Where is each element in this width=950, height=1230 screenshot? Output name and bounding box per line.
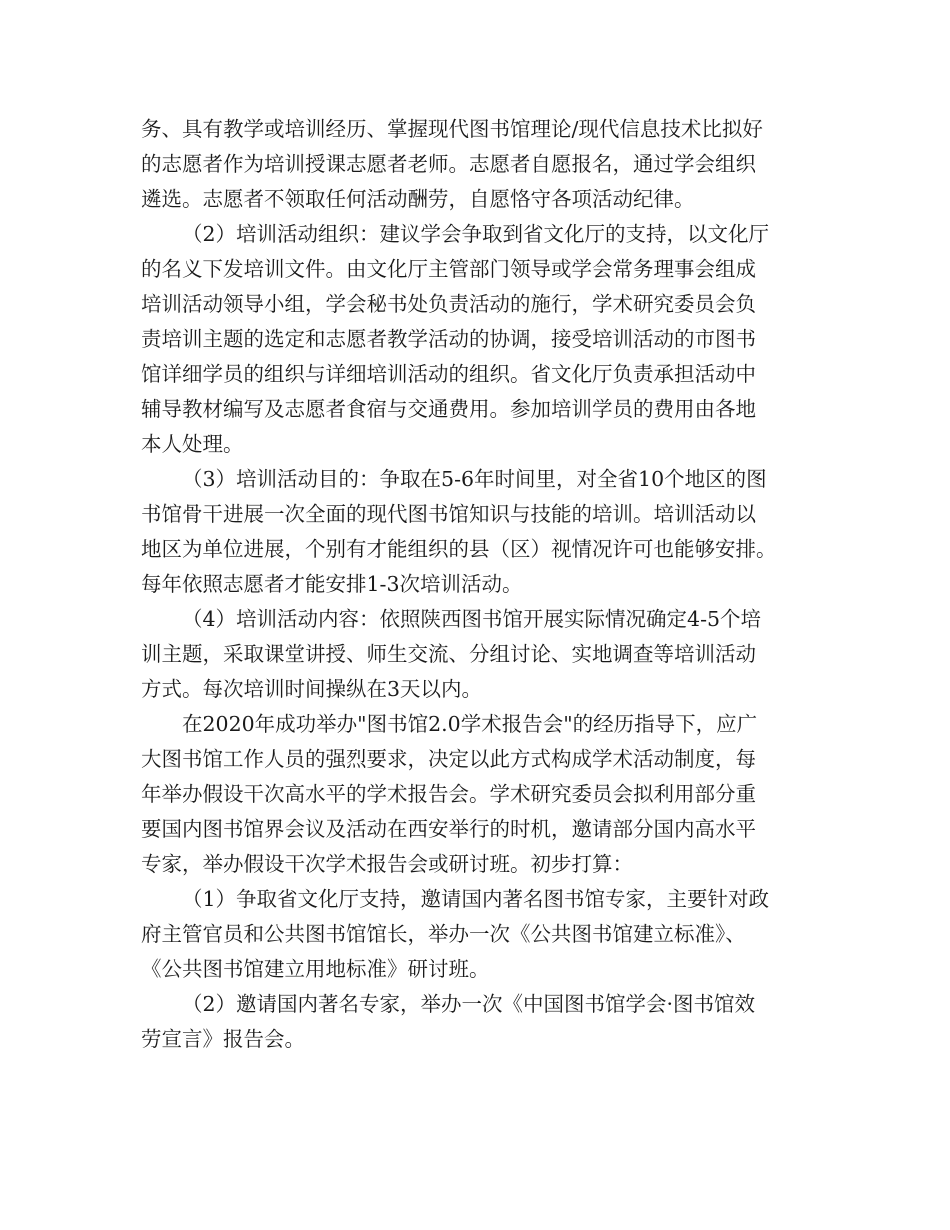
text-line: 的志愿者作为培训授课志愿者老师。志愿者自愿报名，通过学会组织 bbox=[141, 152, 756, 176]
text-line: 的名义下发培训文件。由文化厅主管部门领导或学会常务理事会组成 bbox=[141, 257, 756, 281]
text-line: 馆详细学员的组织与详细培训活动的组织。省文化厅负责承担活动中 bbox=[141, 362, 756, 386]
paragraph-plan-item-2 bbox=[141, 987, 817, 1057]
paragraph-training-content bbox=[141, 602, 817, 707]
text-line: （3）培训活动目的：争取在5-6年时间里，对全省10个地区的图 bbox=[182, 467, 767, 491]
text-line: 在2020年成功举办"图书馆2.0学术报告会"的经历指导下，应广 bbox=[182, 712, 758, 736]
text-line: 大图书馆工作人员的强烈要求，决定以此方式构成学术活动制度，每 bbox=[141, 747, 756, 771]
text-line: （4）培训活动内容：依照陕西图书馆开展实际情况确定4-5个培 bbox=[182, 607, 762, 631]
text-line: 培训活动领导小组，学会秘书处负责活动的施行，学术研究委员会负 bbox=[141, 292, 756, 316]
text-line: 遴选。志愿者不领取任何活动酬劳，自愿恪守各项活动纪律。 bbox=[141, 187, 695, 211]
paragraph-academic-reports bbox=[141, 707, 817, 882]
text-line: 《公共图书馆建立用地标准》研讨班。 bbox=[141, 957, 490, 981]
text-line: 本人处理。 bbox=[141, 432, 244, 456]
paragraph-training-organization bbox=[141, 217, 817, 462]
text-line: （2）培训活动组织：建议学会争取到省文化厅的支持，以文化厅 bbox=[182, 222, 770, 246]
text-line: 要国内图书馆界会议及活动在西安举行的时机，邀请部分国内高水平 bbox=[141, 817, 756, 841]
text-line: 劳宣言》报告会。 bbox=[141, 1027, 305, 1051]
text-line: 责培训主题的选定和志愿者教学活动的协调，接受培训活动的市图书 bbox=[141, 327, 756, 351]
text-line: （1）争取省文化厅支持，邀请国内著名图书馆专家，主要针对政 bbox=[182, 887, 770, 911]
text-line: 辅导教材编写及志愿者食宿与交通费用。参加培训学员的费用由各地 bbox=[141, 397, 756, 421]
text-line: 方式。每次培训时间操纵在3天以内。 bbox=[141, 677, 483, 701]
paragraph-plan-item-1 bbox=[141, 882, 817, 987]
paragraph-volunteer-teachers bbox=[141, 112, 817, 217]
text-line: 务、具有教学或培训经历、掌握现代图书馆理论/现代信息技术比拟好 bbox=[141, 117, 763, 141]
text-line: 专家，举办假设干次学术报告会或研讨班。初步打算： bbox=[141, 852, 633, 876]
text-line: 训主题，采取课堂讲授、师生交流、分组讨论、实地调查等培训活动 bbox=[141, 642, 756, 666]
text-line: 每年依照志愿者才能安排1-3次培训活动。 bbox=[141, 572, 523, 596]
text-line: 府主管官员和公共图书馆馆长，举办一次《公共图书馆建立标准》、 bbox=[141, 922, 746, 946]
text-line: 书馆骨干进展一次全面的现代图书馆知识与技能的培训。培训活动以 bbox=[141, 502, 756, 526]
text-line: 地区为单位进展，个别有才能组织的县（区）视情况许可也能够安排。 bbox=[141, 537, 777, 561]
document-body bbox=[141, 112, 817, 1057]
paragraph-training-goal bbox=[141, 462, 817, 602]
text-line: （2）邀请国内著名专家，举办一次《中国图书馆学会·图书馆效 bbox=[182, 992, 756, 1016]
text-line: 年举办假设干次高水平的学术报告会。学术研究委员会拟利用部分重 bbox=[141, 782, 756, 806]
